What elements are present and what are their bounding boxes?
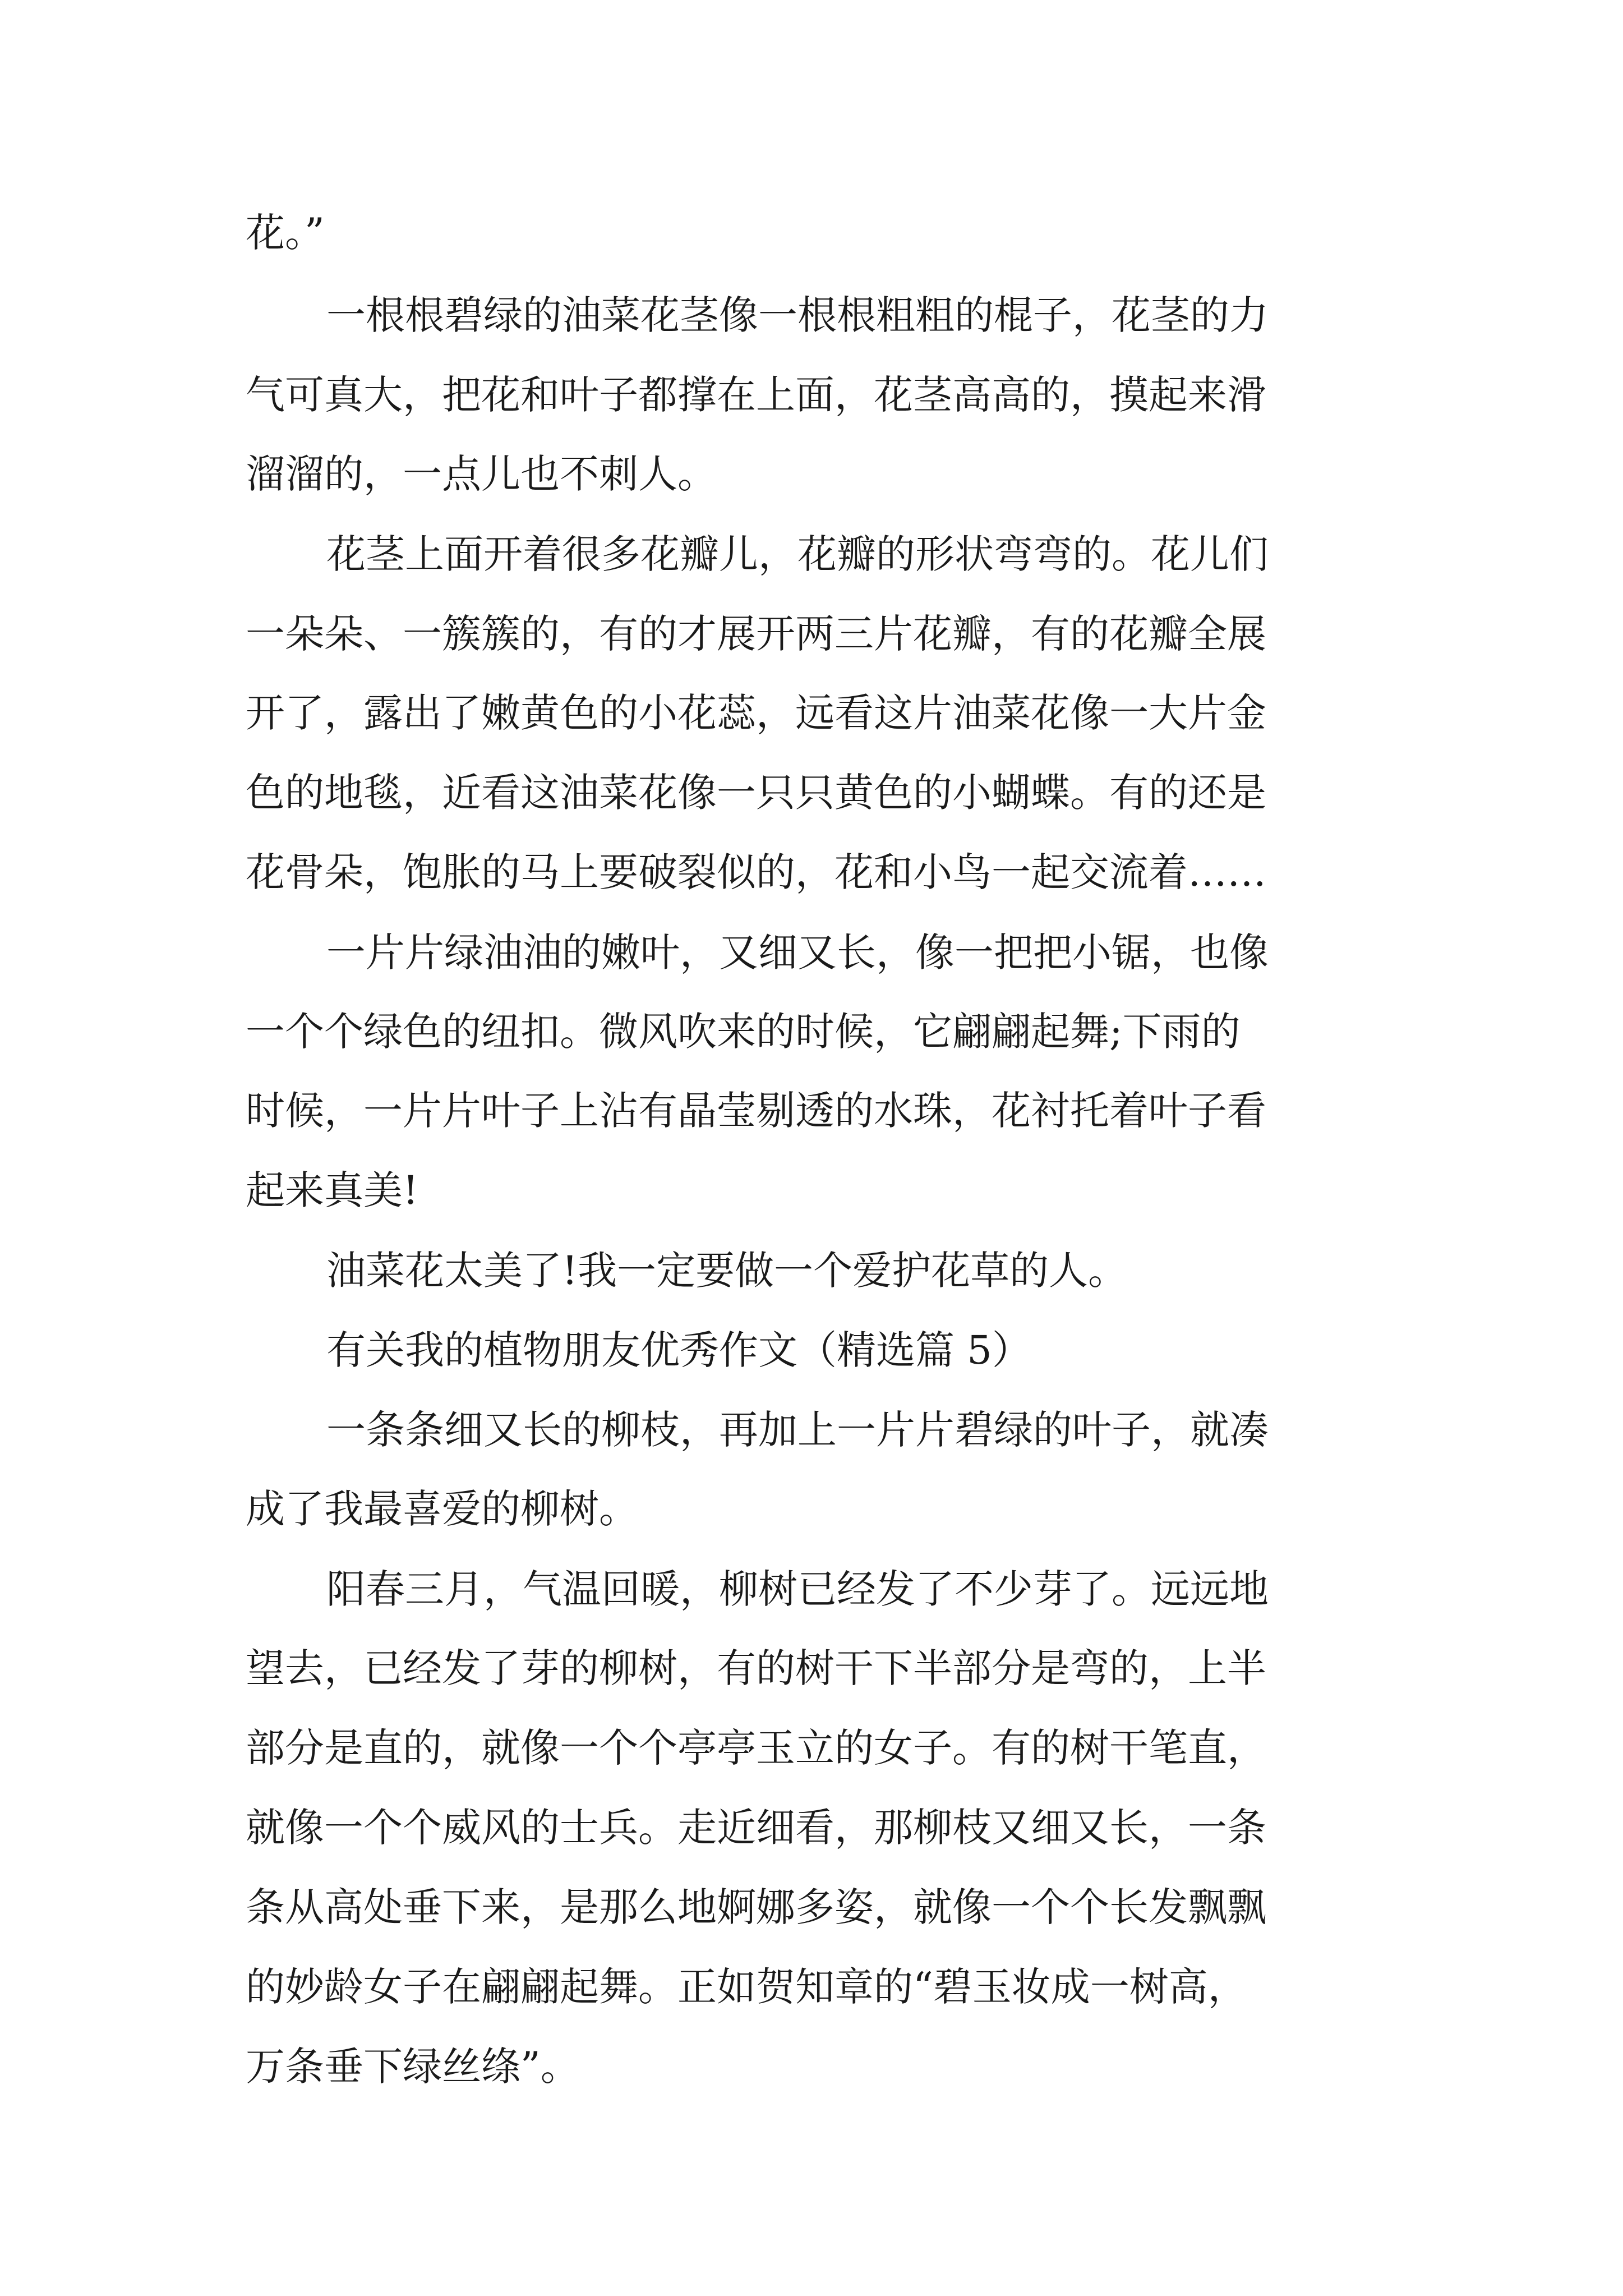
text-line: 花。”	[246, 210, 325, 256]
text-line: 溜溜的，一点儿也不刺人。	[246, 451, 717, 497]
text-line: 成了我最喜爱的柳树。	[246, 1486, 638, 1532]
text-line: 阳春三月，气温回暖，柳树已经发了不少芽了。远远地	[326, 1566, 1269, 1612]
text-line: 一片片绿油油的嫩叶，又细又长，像一把把小锯，也像	[326, 930, 1269, 976]
text-line: 花骨朵，饱胀的马上要破裂似的，花和小鸟一起交流着……	[246, 849, 1266, 895]
text-line: 一个个绿色的纽扣。微风吹来的时候，它翩翩起舞;下雨的	[246, 1009, 1241, 1055]
text-line: 油菜花太美了!我一定要做一个爱护花草的人。	[326, 1248, 1128, 1294]
text-line: 条从高处垂下来，是那么地婀娜多姿，就像一个个长发飘飘	[246, 1884, 1266, 1930]
text-line: 气可真大，把花和叶子都撑在上面，花茎高高的，摸起来滑	[246, 372, 1266, 418]
text-line: 就像一个个威风的士兵。走近细看，那柳枝又细又长，一条	[246, 1805, 1266, 1851]
text-line: 一朵朵、一簇簇的，有的才展开两三片花瓣，有的花瓣全展	[246, 611, 1266, 657]
section-heading: 有关我的植物朋友优秀作文（精选篇 5）	[326, 1327, 1031, 1373]
text-line: 望去，已经发了芽的柳树，有的树干下半部分是弯的，上半	[246, 1645, 1266, 1691]
text-line: 时候，一片片叶子上沾有晶莹剔透的水珠，花衬托着叶子看	[246, 1088, 1266, 1134]
text-line: 花茎上面开着很多花瓣儿，花瓣的形状弯弯的。花儿们	[326, 531, 1269, 577]
text-line: 一条条细又长的柳枝，再加上一片片碧绿的叶子，就凑	[326, 1407, 1269, 1453]
text-line: 的妙龄女子在翩翩起舞。正如贺知章的“碧玉妆成一树高，	[246, 1964, 1247, 2010]
text-line: 起来真美!	[246, 1167, 419, 1213]
text-line: 万条垂下绿丝绦”。	[246, 2044, 580, 2090]
text-line: 部分是直的，就像一个个亭亭玉立的女子。有的树干笔直，	[246, 1725, 1266, 1771]
text-line: 开了，露出了嫩黄色的小花蕊，远看这片油菜花像一大片金	[246, 690, 1266, 736]
text-line: 一根根碧绿的油菜花茎像一根根粗粗的棍子，花茎的力	[326, 292, 1269, 338]
text-line: 色的地毯，近看这油菜花像一只只黄色的小蝴蝶。有的还是	[246, 770, 1266, 816]
